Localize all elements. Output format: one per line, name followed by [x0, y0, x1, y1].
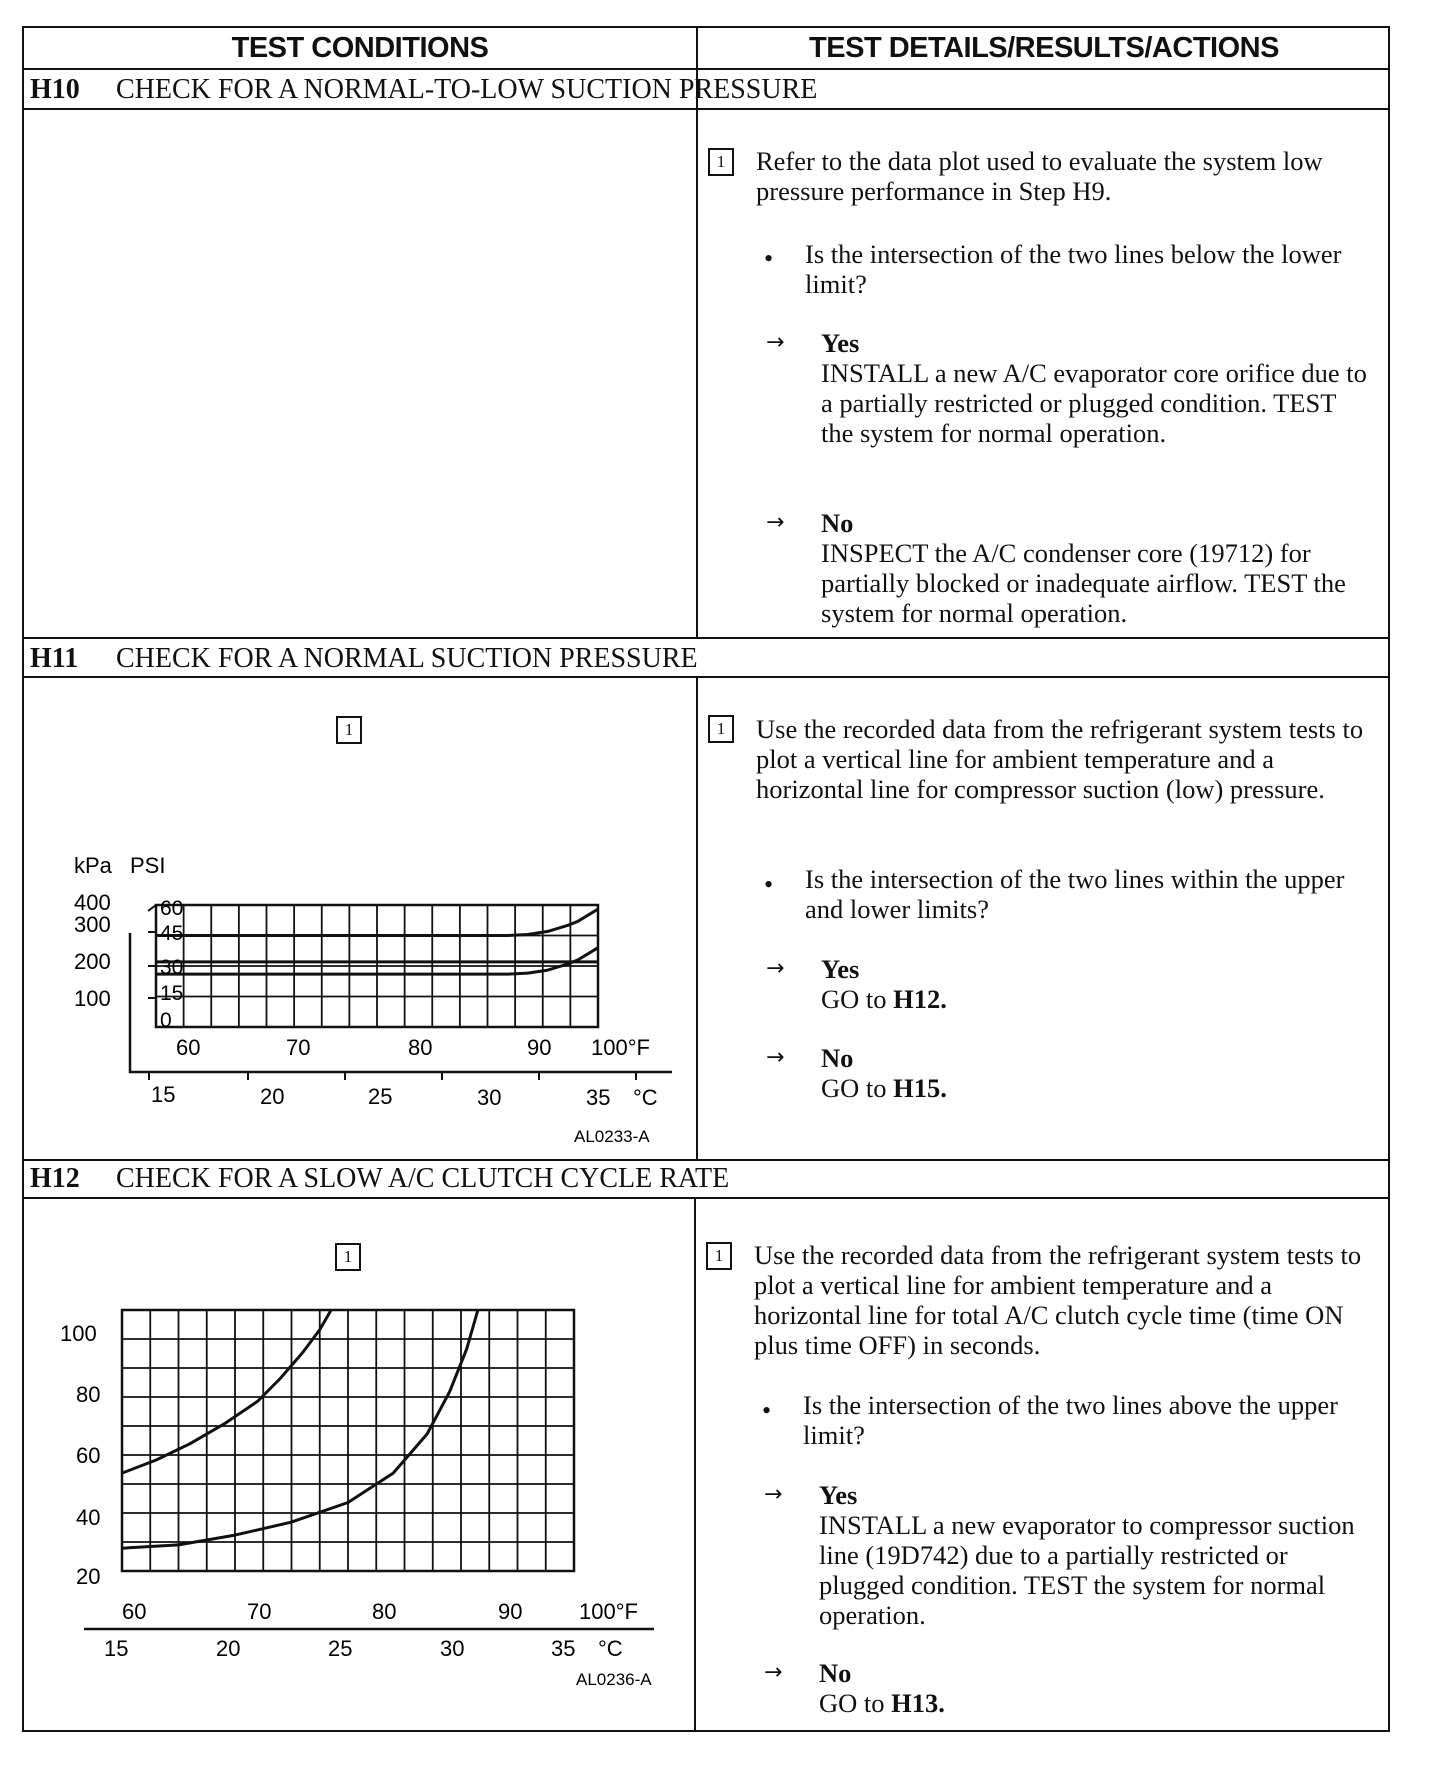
step-number-box: 1	[708, 148, 734, 176]
celsius-tick-label: 30	[440, 1636, 465, 1661]
figure-id: AL0236-A	[576, 1670, 652, 1689]
step-instruction: Use the recorded data from the refrigerant system tests to plot a vertical line for ambient temperature and a horizontal line for total A/C clutch cycle time (time ON plus time OFF) in seconds.	[754, 1240, 1362, 1360]
column-header-test-details: TEST DETAILS/RESULTS/ACTIONS	[809, 32, 1279, 64]
answer-label: No	[819, 1658, 852, 1688]
celsius-tick-label: 15	[151, 1082, 176, 1107]
step-question: Is the intersection of the two lines within the upper and lower limits?	[805, 864, 1345, 924]
kpa-tick-label: 200	[74, 949, 111, 974]
arrow-right-icon: →	[766, 956, 785, 981]
fahrenheit-tick-label: 70	[286, 1035, 311, 1060]
section-code: H12	[30, 1163, 80, 1194]
arrow-right-icon: →	[766, 1045, 785, 1070]
y-tick-label: 100	[60, 1321, 97, 1346]
step-number-box: 1	[706, 1242, 732, 1270]
answer-no	[819, 1658, 1319, 1718]
bullet-icon: •	[762, 1396, 772, 1425]
kpa-tick-label: 300	[74, 912, 111, 937]
psi-tick-label: 0	[160, 1009, 172, 1032]
diagnostic-table	[22, 26, 1390, 1732]
fahrenheit-tick-label: 100°F	[579, 1599, 638, 1624]
section-code: H11	[30, 643, 79, 674]
answer-ref: H15.	[893, 1073, 947, 1103]
arrow-right-icon: →	[766, 510, 785, 535]
answer-go: GO to	[819, 1688, 885, 1718]
fahrenheit-tick-label: 90	[498, 1599, 523, 1624]
figure-step-box: 1	[336, 716, 362, 744]
answer-yes	[821, 954, 1321, 1014]
answer-label: No	[821, 1043, 854, 1073]
psi-tick-label: 60	[160, 897, 184, 920]
section-code: H10	[30, 74, 80, 105]
section-name: CHECK FOR A NORMAL SUCTION PRESSURE	[116, 643, 698, 674]
celsius-tick-label: 20	[216, 1636, 241, 1661]
bullet-icon: •	[764, 870, 774, 899]
chart-grid	[156, 905, 598, 1027]
answer-action: INSTALL a new evaporator to compressor suction line (19D742) due to a partially restricted or plugged condition. TEST the system for normal operation.	[819, 1510, 1355, 1630]
figure-id: AL0233-A	[574, 1127, 650, 1146]
arrow-right-icon: →	[764, 1660, 783, 1685]
fahrenheit-tick-label: 90	[527, 1035, 552, 1060]
y-tick-label: 80	[76, 1382, 101, 1407]
answer-label: No	[821, 508, 854, 538]
fahrenheit-tick-label: 60	[122, 1599, 147, 1624]
celsius-tick-label: 30	[477, 1085, 502, 1110]
section-title-h11	[24, 639, 1388, 679]
celsius-unit-label: °C	[633, 1085, 658, 1110]
section-name: CHECK FOR A NORMAL-TO-LOW SUCTION PRESSURE	[116, 74, 818, 105]
limit-curve-upper-limit	[122, 1310, 331, 1473]
answer-action: INSTALL a new A/C evaporator core orifice due to a partially restricted or plugged condition. TEST the system for normal operation.	[821, 358, 1367, 448]
kpa-tick-label: 100	[74, 986, 111, 1011]
answer-ref: H13.	[891, 1688, 945, 1718]
celsius-tick-label: 35	[551, 1636, 576, 1661]
celsius-tick-label: 25	[328, 1636, 353, 1661]
section-name: CHECK FOR A SLOW A/C CLUTCH CYCLE RATE	[116, 1163, 730, 1194]
column-divider	[694, 1197, 696, 1732]
bullet-icon: •	[764, 244, 774, 273]
answer-label: Yes	[821, 328, 860, 358]
column-divider	[696, 108, 698, 637]
celsius-tick-label: 35	[586, 1085, 611, 1110]
answer-yes	[821, 328, 1369, 448]
y-tick-label: 20	[76, 1564, 101, 1589]
fahrenheit-tick-label: 100°F	[591, 1035, 650, 1060]
answer-no	[821, 508, 1361, 628]
answer-no	[821, 1043, 1321, 1103]
answer-label: Yes	[819, 1480, 858, 1510]
arrow-right-icon: →	[766, 330, 785, 355]
answer-label: Yes	[821, 954, 860, 984]
step-number-box: 1	[708, 715, 734, 743]
chart-grid	[122, 1310, 574, 1571]
answer-ref: H12.	[893, 984, 947, 1014]
kpa-tick-label: 400	[74, 890, 111, 915]
answer-go: GO to	[821, 984, 887, 1014]
step-instruction: Use the recorded data from the refrigerant system tests to plot a vertical line for ambient temperature and a horizontal line for compressor suction (low) pressure.	[756, 714, 1364, 804]
answer-action: INSPECT the A/C condenser core (19712) for partially blocked or inadequate airflow. TEST the system for normal operation.	[821, 538, 1346, 628]
psi-tick-label: 45	[160, 922, 184, 945]
section-title-h10	[24, 70, 1388, 110]
clutch-cycle-chart	[40, 1293, 680, 1693]
celsius-unit-label: °C	[598, 1636, 623, 1661]
celsius-tick-label: 20	[260, 1084, 285, 1109]
y-tick-label: 40	[76, 1505, 101, 1530]
fahrenheit-tick-label: 60	[176, 1035, 201, 1060]
fahrenheit-tick-label: 80	[372, 1599, 397, 1624]
column-header-test-conditions: TEST CONDITIONS	[231, 32, 489, 64]
celsius-tick-label: 25	[368, 1084, 393, 1109]
step-question: Is the intersection of the two lines above the upper limit?	[803, 1390, 1338, 1450]
y-tick-label: 60	[76, 1443, 101, 1468]
column-divider	[696, 676, 698, 1159]
step-question: Is the intersection of the two lines below the lower limit?	[805, 239, 1342, 299]
section-title-h12	[24, 1159, 1388, 1199]
fahrenheit-tick-label: 70	[247, 1599, 272, 1624]
answer-yes	[819, 1480, 1359, 1630]
step-instruction: Refer to the data plot used to evaluate the system low pressure performance in Step H9.	[756, 146, 1323, 206]
figure-step-box: 1	[335, 1243, 361, 1271]
answer-go: GO to	[821, 1073, 887, 1103]
fahrenheit-tick-label: 80	[408, 1035, 433, 1060]
psi-tick-label: 15	[160, 982, 184, 1005]
arrow-right-icon: →	[764, 1482, 783, 1507]
celsius-tick-label: 15	[104, 1636, 129, 1661]
axis-unit-psi: PSI	[130, 853, 166, 878]
suction-pressure-chart	[44, 828, 684, 1148]
axis-unit-kpa: kPa	[74, 853, 112, 878]
psi-tick-label: 30	[160, 956, 184, 979]
